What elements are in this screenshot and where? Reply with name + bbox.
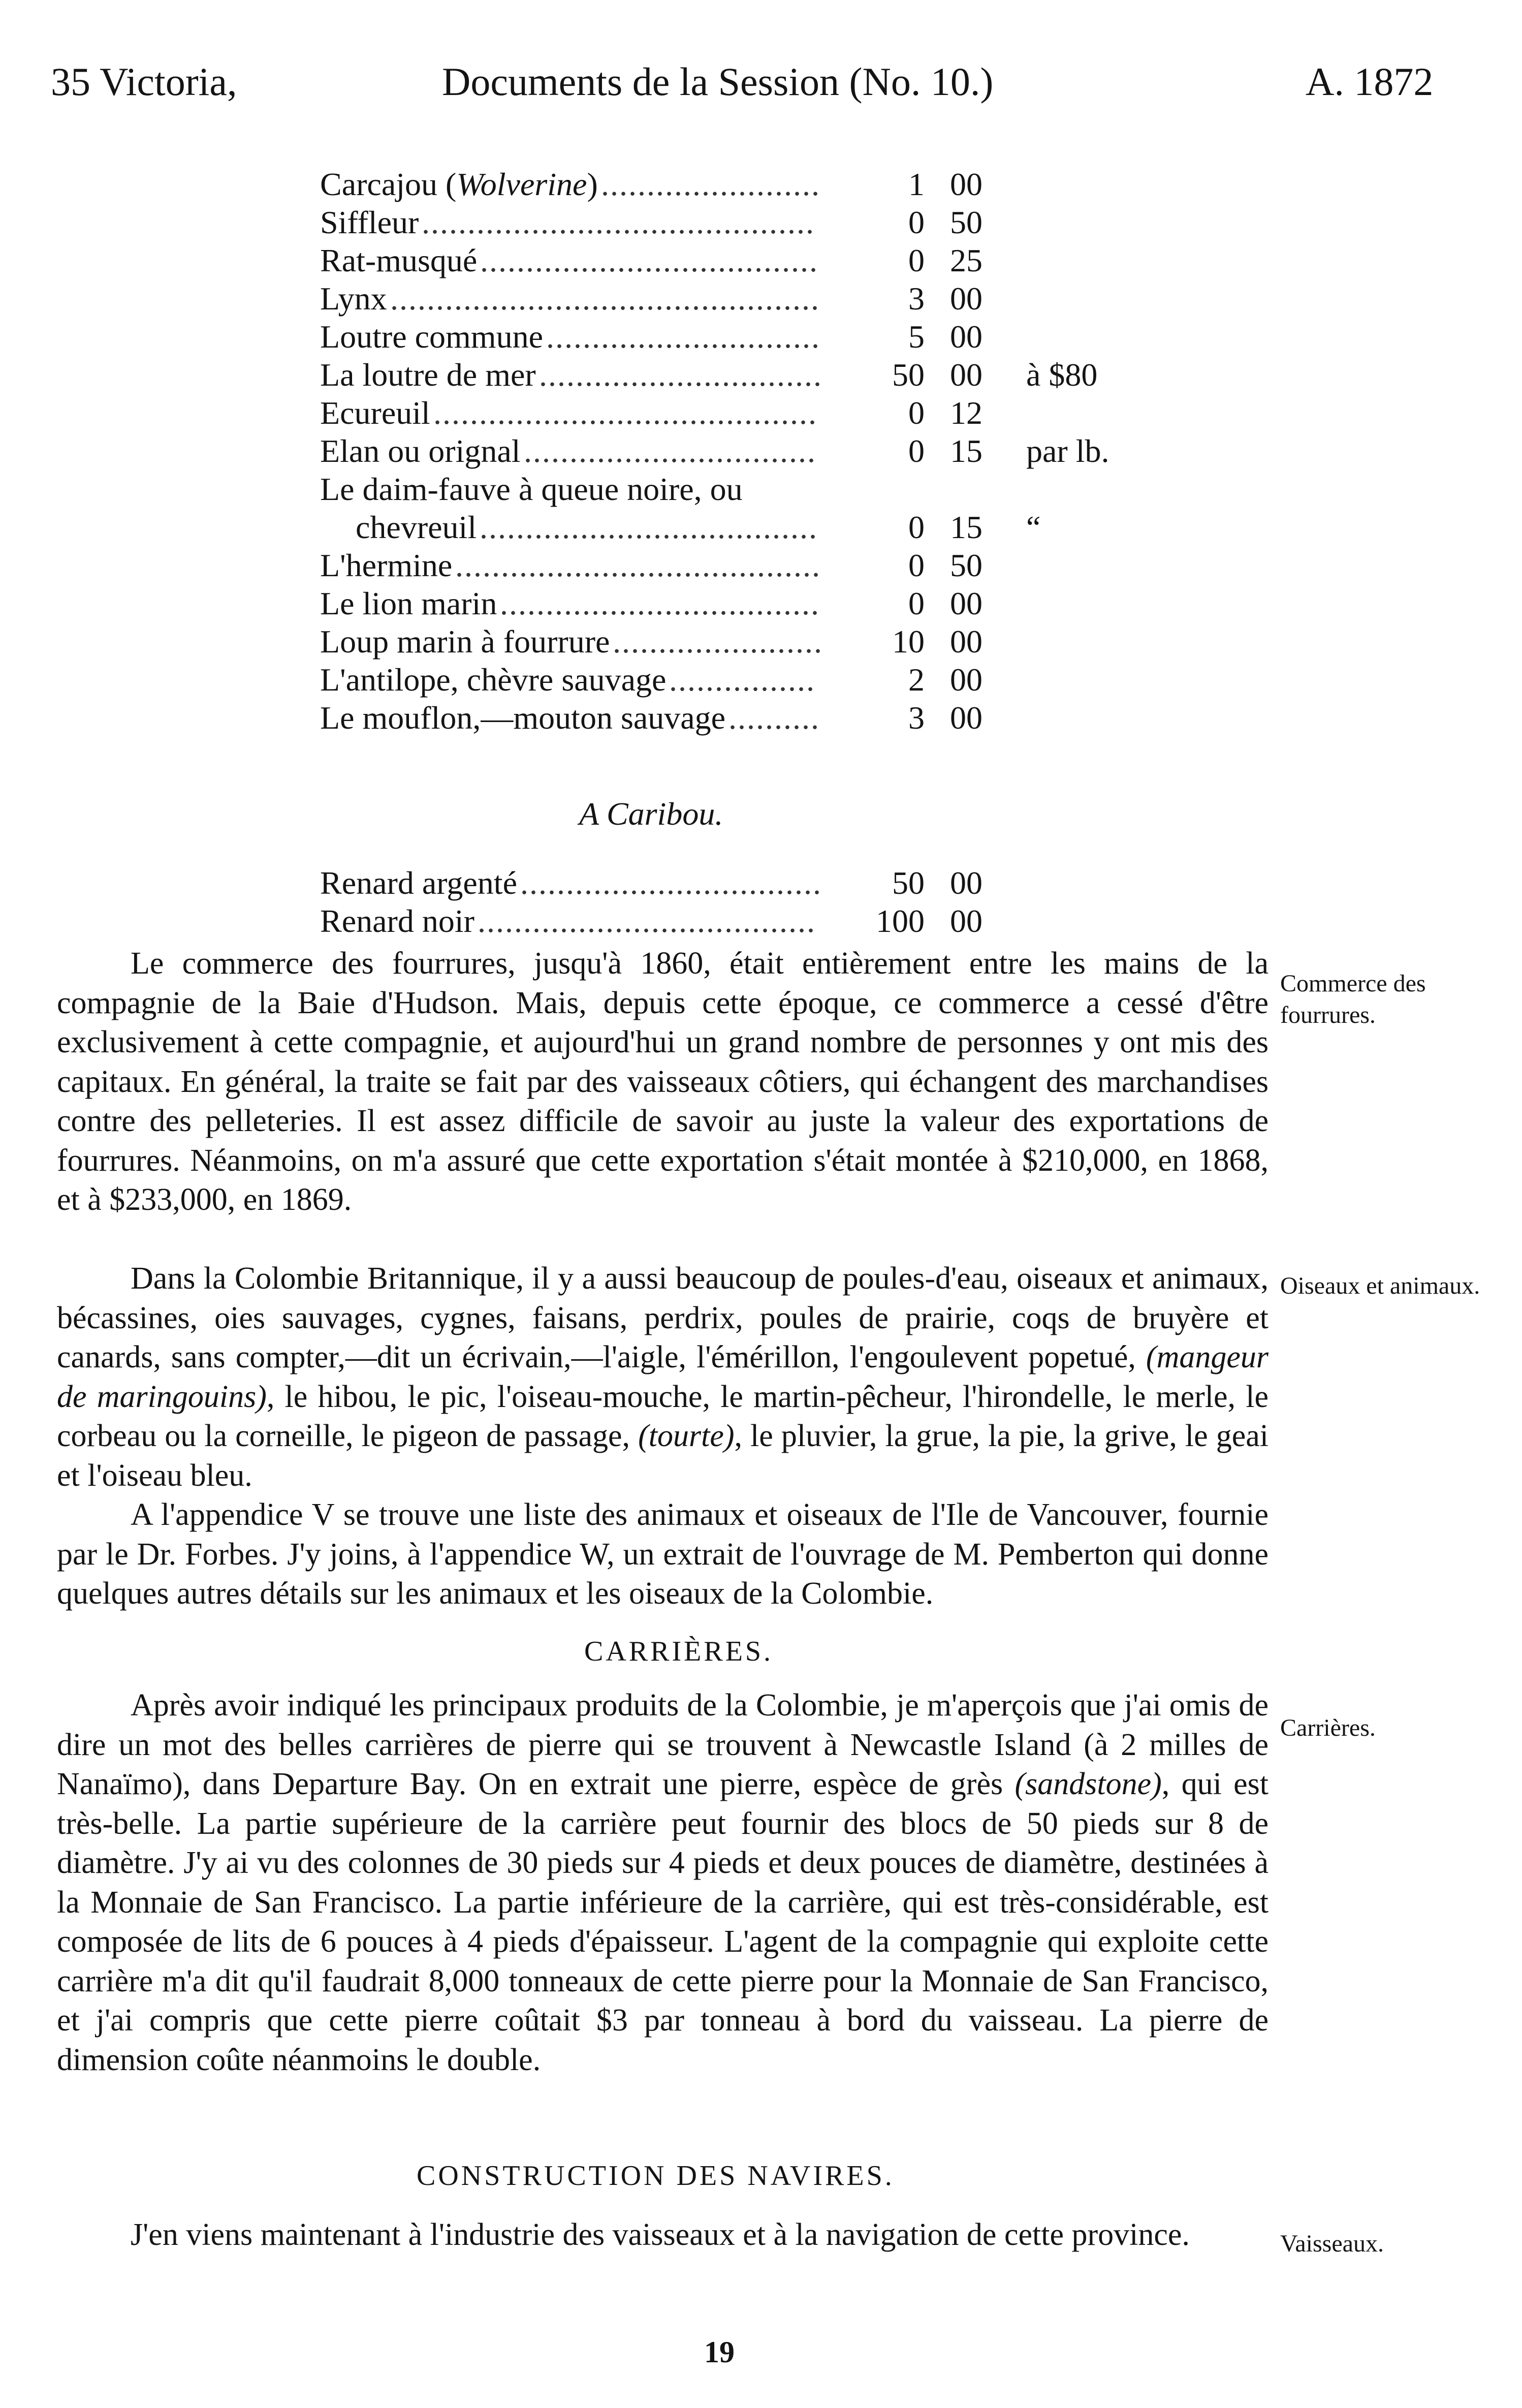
appendix-text: A l'appendice V se trouve une liste des animaux et oiseaux de l'Ile de Vancouver, fournie par le Dr. Forbes. J'y joins, à l'appendice W, un extrait de l'ouvrage de M. Pemberton qui donne quelques autres détails sur les animaux et les oiseaux de la Colombie.: [57, 1497, 1269, 1611]
price-row: [320, 394, 1184, 432]
price-dollars: 100: [876, 903, 925, 939]
price-row: [320, 902, 1184, 940]
price-row: [320, 203, 1184, 241]
price-cents: 00: [950, 903, 982, 939]
price-cents: 50: [950, 204, 982, 240]
quarries-text-italic: (sandstone): [1014, 1767, 1162, 1801]
price-item-name: Le mouflon,—mouton sauvage: [320, 700, 726, 736]
price-dollars: 5: [908, 319, 925, 355]
price-item-name: Siffleur: [320, 204, 419, 240]
leader-dots: .................................: [520, 865, 822, 901]
leader-dots: ...............................................: [390, 280, 820, 317]
price-dollars: 0: [908, 585, 925, 621]
margin-note-vaisseaux: Vaisseaux.: [1280, 2230, 1384, 2257]
price-cents: 00: [950, 585, 982, 621]
price-row: [320, 432, 1184, 470]
leader-dots: ................: [669, 662, 815, 698]
margin-note-carrieres: Carrières.: [1280, 1714, 1376, 1741]
price-dollars: 0: [908, 204, 925, 240]
heading-construction: CONSTRUCTION DES NAVIRES.: [417, 2160, 895, 2192]
price-row: [320, 279, 1184, 318]
price-cents: 00: [950, 623, 982, 660]
price-dollars: 3: [908, 280, 925, 317]
leader-dots: .......................: [613, 623, 823, 660]
margin-note-oiseaux: Oiseaux et animaux.: [1280, 1272, 1480, 1299]
price-dollars: 0: [908, 509, 925, 545]
price-row: [320, 622, 1184, 661]
price-item-name: Rat-musqué: [320, 242, 478, 278]
price-cents: 00: [950, 319, 982, 355]
price-item-name: chevreuil: [356, 509, 477, 545]
leader-dots: ...................................: [500, 585, 820, 621]
price-item-name: La loutre de mer: [320, 357, 536, 393]
price-item-name: Renard argenté: [320, 865, 517, 901]
price-dollars: 0: [908, 547, 925, 583]
price-item-name: Renard noir: [320, 903, 474, 939]
price-cents: 00: [950, 700, 982, 736]
price-item-name: Elan ou orignal: [320, 433, 521, 469]
price-cents: 00: [950, 280, 982, 317]
leader-dots: ................................: [524, 433, 816, 469]
shipbuilding-paragraph: [57, 2215, 1269, 2255]
price-cents: 25: [950, 242, 982, 278]
price-row: [320, 864, 1184, 902]
fur-trade-paragraph: [57, 944, 1269, 1220]
price-dollars: 10: [892, 623, 925, 660]
price-note: à $80: [1026, 357, 1098, 393]
birds-text-b: , le hibou, le pic, l'oiseau-mouche, le martin-pêcheur, l'hirondelle, le merle, le corbeau ou la corneille, le pigeon de passage,: [57, 1379, 1269, 1453]
header-title: Documents de la Session (No. 10.): [442, 59, 994, 104]
leader-dots: ..........: [728, 700, 820, 736]
price-dollars: 0: [908, 242, 925, 278]
leader-dots: .....................................: [478, 903, 816, 939]
quarries-paragraph: [57, 1686, 1269, 2080]
price-row: [320, 318, 1184, 356]
leader-dots: ..........................................: [433, 395, 817, 431]
price-cents: 15: [950, 433, 982, 469]
price-note: par lb.: [1026, 433, 1109, 469]
quarries-text-b: , qui est très-belle. La partie supérieure de la carrière peut fournir des blocs de 50 pieds sur 8 de diamètre. J'y ai vu des colonnes de 30 pieds sur 4 pieds et deux pouces de diamètre, destinées à la Monnaie de San Francisco. La partie inférieure de la carrière, qui est très-considérable, est composée de lits de 6 pouces à 4 pieds d'épaisseur. L'agent de la compagnie qui exploite cette carrière m'a dit qu'il faudrait 8,000 tonneaux de cette pierre pour la Monnaie de San Francisco, et j'ai compris que cette pierre coûtait $3 par tonneau à bord du vaisseau. La pierre de dimension coûte néanmoins le double.: [57, 1767, 1269, 2077]
price-cents: 00: [950, 865, 982, 901]
price-item-name: Carcajou (Wolverine): [320, 166, 598, 202]
quarries-text-a: Après avoir indiqué les principaux produits de la Colombie, je m'aperçois que j'ai omis de dire un mot des belles carrières de pierre qui se trouvent à Newcastle Island (à 2 milles de Nanaïmo), dans Departure Bay. On en extrait une pierre, espèce de grès: [57, 1688, 1269, 1801]
margin-note-commerce: Commerce des fourrures.: [1280, 970, 1426, 1028]
price-item-name: L'hermine: [320, 547, 453, 583]
price-dollars: 3: [908, 700, 925, 736]
price-cents: 00: [950, 662, 982, 698]
price-item-name: Le daim-fauve à queue noire, ou: [320, 471, 743, 507]
fur-trade-text: Le commerce des fourrures, jusqu'à 1860, était entièrement entre les mains de la compagnie de la Baie d'Hudson. Mais, depuis cette époque, ce commerce a cessé d'être exclusivement à cette compagnie, et aujourd'hui un grand nombre de personnes y ont mis des capitaux. En général, la traite se fait par des vaisseaux côtiers, qui échangent des marchandises contre des pelleteries. Il est assez difficile de savoir au juste la valeur des exportations de fourrures. Néanmoins, on m'a assuré que cette exportation s'était montée à $210,000, en 1868, et à $233,000, en 1869.: [57, 946, 1269, 1217]
birds-text-c: , le pluvier, la grue, la pie, la grive, le geai et l'oiseau bleu.: [57, 1419, 1269, 1493]
leader-dots: ...............................: [539, 357, 822, 393]
price-cents: 00: [950, 166, 982, 202]
price-row: [320, 470, 1184, 508]
price-item-name: Le lion marin: [320, 585, 497, 621]
price-row: [320, 356, 1184, 394]
price-dollars: 50: [892, 865, 925, 901]
caribou-price-list: [320, 864, 1184, 940]
price-item-name: Lynx: [320, 280, 387, 317]
heading-carrieres: CARRIÈRES.: [584, 1636, 774, 1667]
leader-dots: ..............................: [546, 319, 820, 355]
leader-dots: .....................................: [480, 242, 818, 278]
shipbuilding-text: J'en viens maintenant à l'industrie des vaisseaux et à la navigation de cette province.: [131, 2217, 1190, 2252]
leader-dots: ........................: [601, 166, 820, 202]
price-dollars: 1: [908, 166, 925, 202]
birds-text-a: Dans la Colombie Britannique, il y a aussi beaucoup de poules-d'eau, oiseaux et animaux, bécassines, oies sauvages, cygnes, faisans, perdrix, poules de prairie, coqs de bruyère et canards, sans compter,—dit un écrivain,—l'aigle, l'émérillon, l'engoulevent popetué,: [57, 1261, 1269, 1374]
price-cents: 50: [950, 547, 982, 583]
price-cents: 12: [950, 395, 982, 431]
price-item-name: Loup marin à fourrure: [320, 623, 610, 660]
price-row: [320, 661, 1184, 699]
leader-dots: .....................................: [480, 509, 818, 545]
price-cents: 15: [950, 509, 982, 545]
price-row: [320, 165, 1184, 203]
header-volume: 35 Victoria,: [51, 59, 237, 104]
price-item-name: L'antilope, chèvre sauvage: [320, 662, 667, 698]
price-dollars: 50: [892, 357, 925, 393]
price-dollars: 0: [908, 433, 925, 469]
leader-dots: ...........................................: [422, 204, 815, 240]
price-note: “: [1026, 509, 1041, 545]
price-row: [320, 546, 1184, 584]
page-number: 19: [704, 2335, 735, 2369]
price-row: [320, 241, 1184, 279]
price-dollars: 2: [908, 662, 925, 698]
appendix-paragraph: [57, 1495, 1269, 1614]
fur-price-list: [320, 165, 1184, 737]
price-item-name: Ecureuil: [320, 395, 430, 431]
price-row: [320, 508, 1184, 546]
price-row: [320, 584, 1184, 622]
price-dollars: 0: [908, 395, 925, 431]
birds-text-italic-2: (tourte): [638, 1419, 735, 1453]
header-year: A. 1872: [1306, 59, 1434, 104]
birds-text-italic-1: (mangeur de maringouins): [57, 1340, 1269, 1414]
price-item-name: Loutre commune: [320, 319, 543, 355]
birds-paragraph: [57, 1259, 1269, 1495]
caribou-heading: A Caribou.: [579, 796, 723, 832]
price-cents: 00: [950, 357, 982, 393]
price-row: [320, 699, 1184, 737]
leader-dots: ........................................: [455, 547, 821, 583]
